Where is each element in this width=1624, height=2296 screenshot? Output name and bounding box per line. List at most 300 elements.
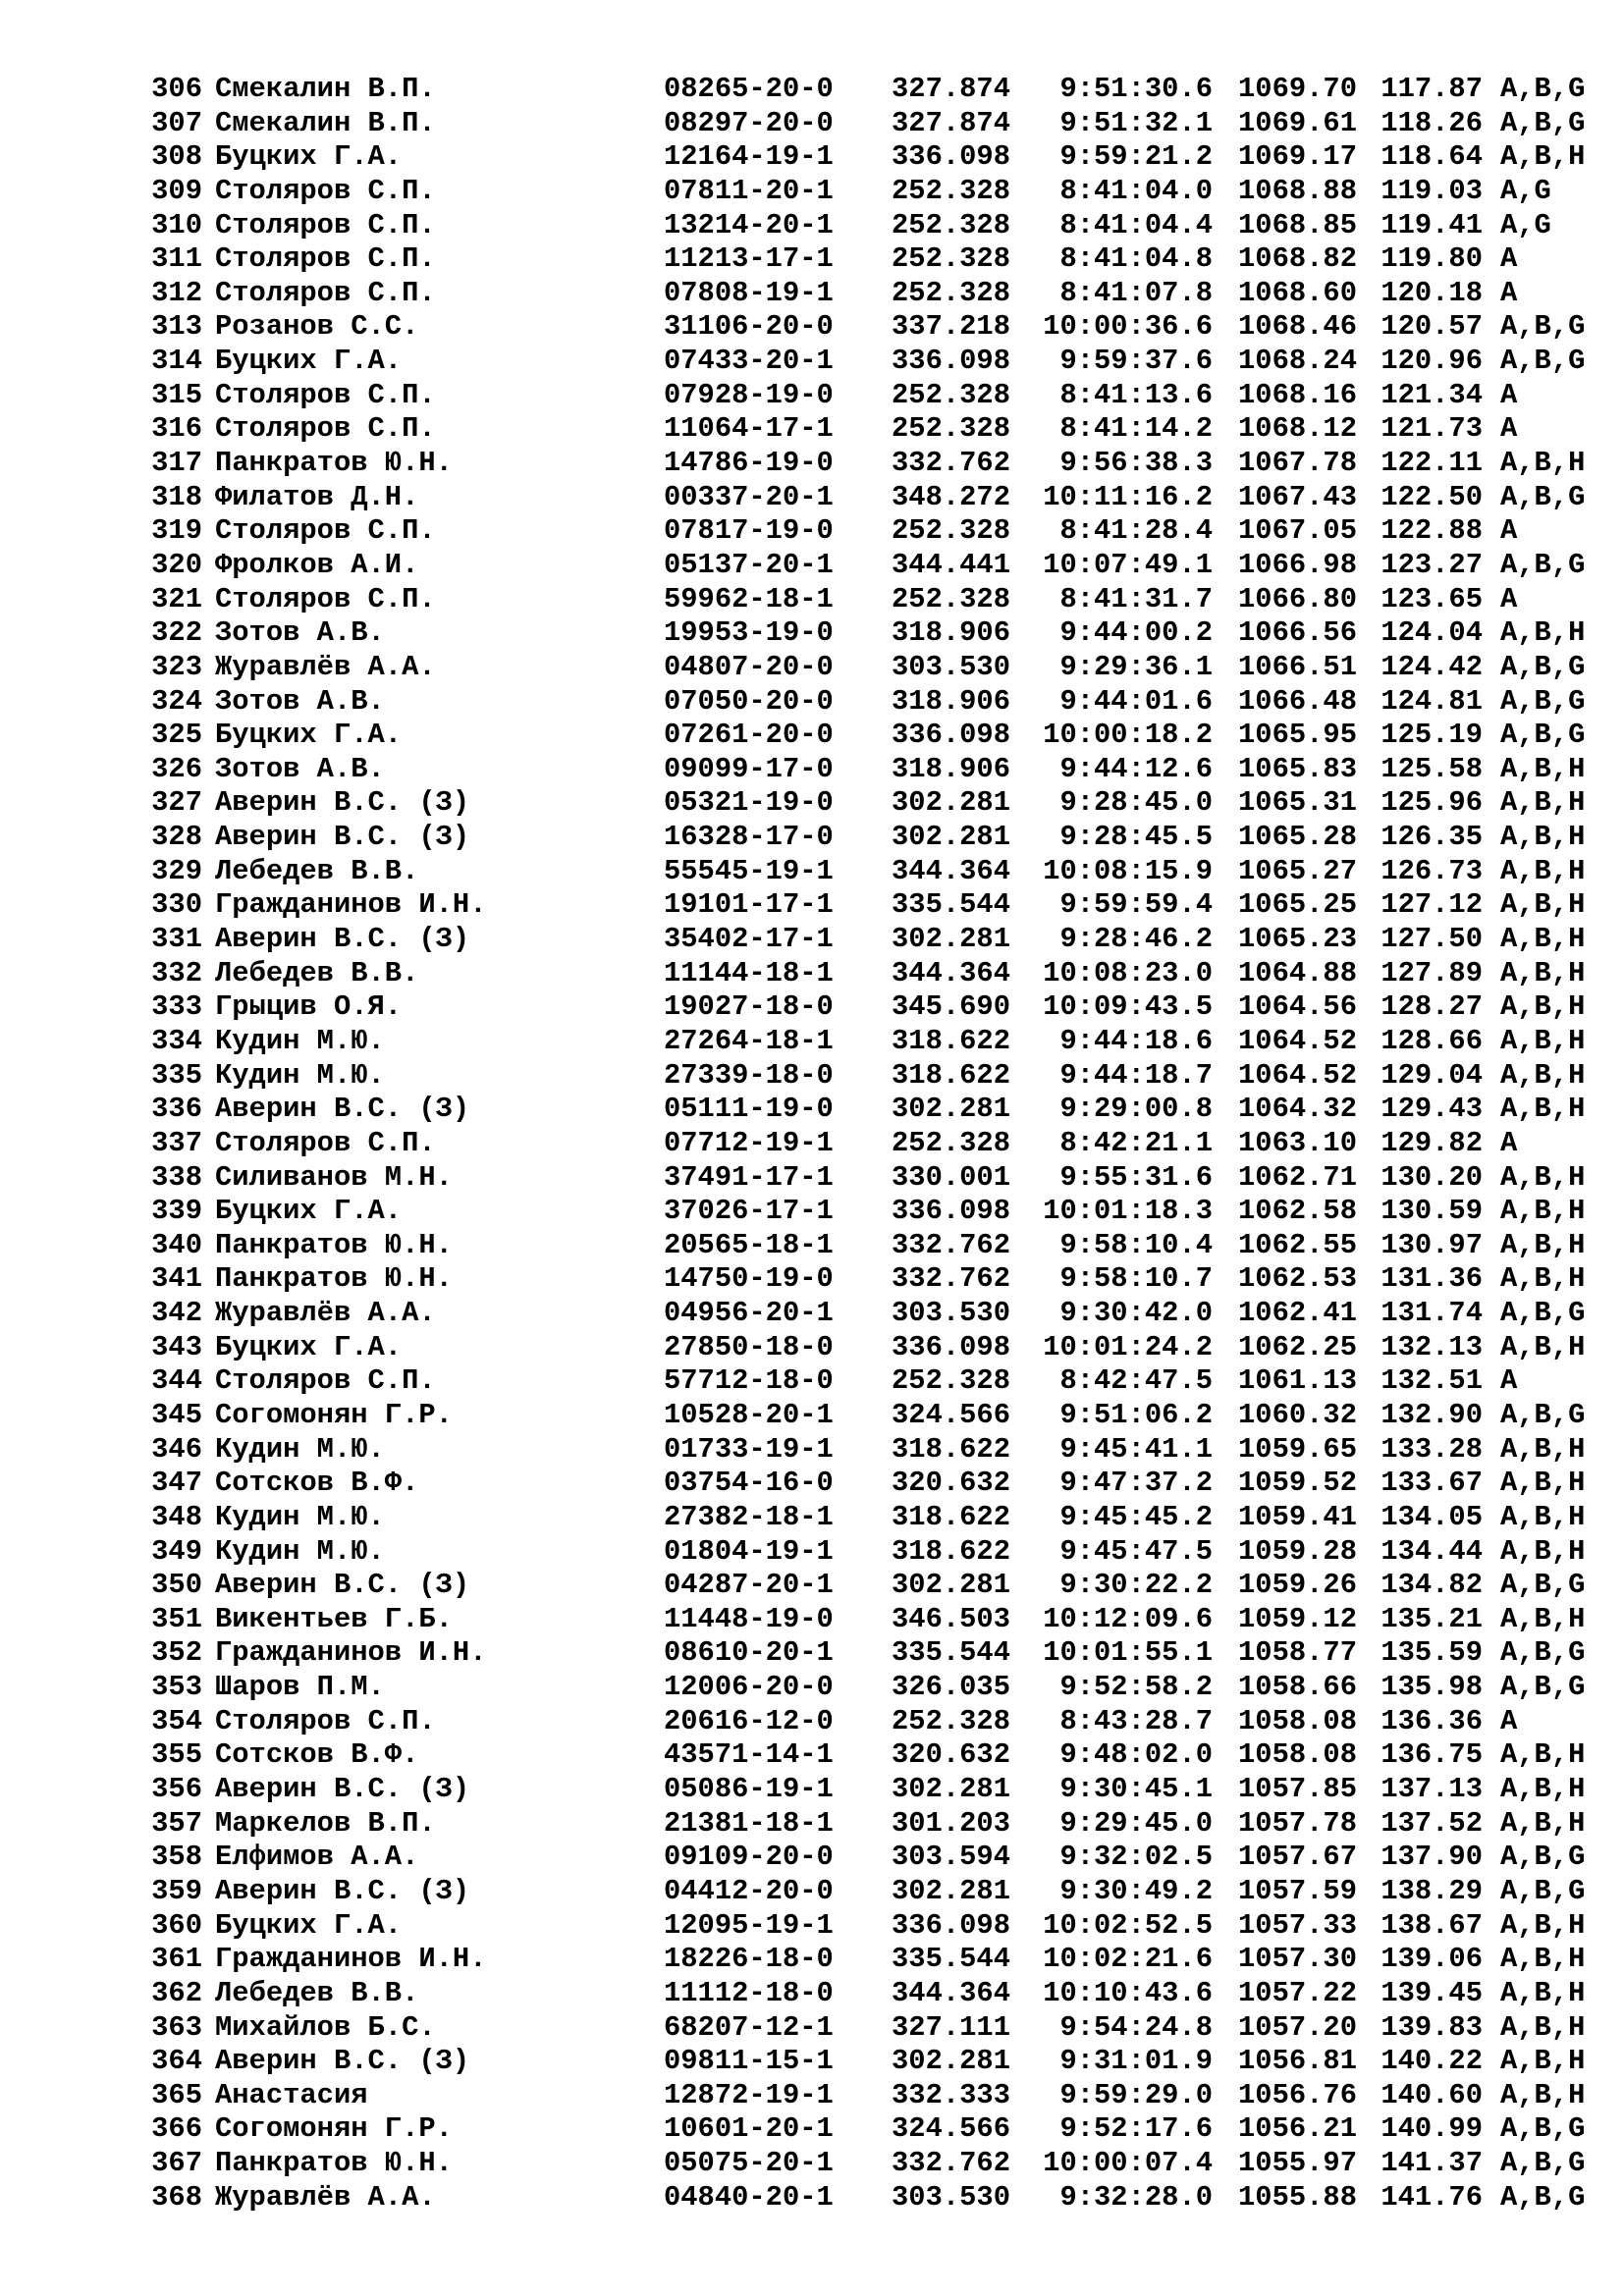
result-row xyxy=(143,1773,1620,1807)
speed: 1057.85 xyxy=(1238,1773,1357,1806)
result-row xyxy=(143,1501,1620,1535)
result-row xyxy=(143,209,1620,243)
coefficient: 139.45 xyxy=(1380,1976,1483,2009)
place-number: 365 xyxy=(151,2078,202,2111)
competition-categories: A,B,G xyxy=(1500,1297,1586,1330)
fancier-name: Силиванов М.Н. xyxy=(215,1160,453,1194)
ring-number: 20565-18-1 xyxy=(664,1228,834,1261)
result-row xyxy=(143,2045,1620,2079)
fancier-name: Лебедев В.В. xyxy=(215,854,419,887)
distance: 318.906 xyxy=(892,616,1010,650)
fancier-name: Столяров С.П. xyxy=(215,582,436,615)
coefficient: 136.36 xyxy=(1380,1704,1483,1737)
fancier-name: Анастасия xyxy=(215,2078,368,2111)
speed: 1056.81 xyxy=(1238,2045,1357,2078)
coefficient: 125.19 xyxy=(1380,719,1483,752)
distance: 303.530 xyxy=(892,1297,1010,1330)
arrival-time: 8:41:07.8 xyxy=(1059,276,1213,309)
result-row xyxy=(143,1025,1620,1059)
speed: 1059.26 xyxy=(1238,1569,1357,1602)
competition-categories: A,B,H xyxy=(1500,1432,1586,1466)
result-row xyxy=(143,888,1620,923)
arrival-time: 9:48:02.0 xyxy=(1059,1738,1213,1772)
arrival-time: 9:30:42.0 xyxy=(1059,1297,1213,1330)
speed: 1058.08 xyxy=(1238,1704,1357,1737)
place-number: 341 xyxy=(151,1262,202,1296)
distance: 336.098 xyxy=(892,140,1010,174)
result-row xyxy=(143,855,1620,889)
fancier-name: Буцких Г.А. xyxy=(215,140,403,174)
coefficient: 138.29 xyxy=(1380,1874,1483,1907)
arrival-time: 9:29:36.1 xyxy=(1059,650,1213,683)
distance: 332.762 xyxy=(892,1228,1010,1261)
competition-categories: A,B,G xyxy=(1500,684,1586,718)
place-number: 308 xyxy=(151,140,202,174)
competition-categories: A,B,H xyxy=(1500,888,1586,922)
competition-categories: A,B,H xyxy=(1500,1195,1586,1228)
coefficient: 118.26 xyxy=(1380,106,1483,139)
coefficient: 130.20 xyxy=(1380,1160,1483,1194)
result-row xyxy=(143,175,1620,209)
arrival-time: 10:01:24.2 xyxy=(1043,1330,1213,1363)
ring-number: 68207-12-1 xyxy=(664,2010,834,2044)
distance: 302.281 xyxy=(892,1773,1010,1806)
ring-number: 08610-20-1 xyxy=(664,1636,834,1670)
arrival-time: 9:28:45.5 xyxy=(1059,821,1213,854)
result-row xyxy=(143,957,1620,991)
arrival-time: 8:41:04.0 xyxy=(1059,174,1213,207)
ring-number: 07050-20-0 xyxy=(664,684,834,718)
result-row xyxy=(143,651,1620,685)
competition-categories: A xyxy=(1500,412,1518,446)
distance: 335.544 xyxy=(892,888,1010,922)
distance: 337.218 xyxy=(892,310,1010,344)
place-number: 363 xyxy=(151,2010,202,2044)
fancier-name: Буцких Г.А. xyxy=(215,1195,403,1228)
fancier-name: Елфимов А.А. xyxy=(215,1841,419,1874)
distance: 318.622 xyxy=(892,1024,1010,1057)
speed: 1058.08 xyxy=(1238,1738,1357,1772)
competition-categories: A,B,G xyxy=(1500,1841,1586,1874)
ring-number: 04412-20-0 xyxy=(664,1874,834,1907)
ring-number: 21381-18-1 xyxy=(664,1806,834,1840)
coefficient: 123.65 xyxy=(1380,582,1483,615)
ring-number: 05086-19-1 xyxy=(664,1773,834,1806)
distance: 303.530 xyxy=(892,650,1010,683)
result-row xyxy=(143,1738,1620,1773)
arrival-time: 9:32:28.0 xyxy=(1059,2180,1213,2214)
competition-categories: A,B,H xyxy=(1500,447,1586,480)
result-row xyxy=(143,1467,1620,1501)
competition-categories: A xyxy=(1500,276,1518,309)
place-number: 353 xyxy=(151,1671,202,1704)
coefficient: 132.13 xyxy=(1380,1330,1483,1363)
result-row xyxy=(143,1364,1620,1399)
fancier-name: Гражданинов И.Н. xyxy=(215,888,487,922)
distance: 302.281 xyxy=(892,1093,1010,1126)
result-row xyxy=(143,1093,1620,1127)
result-row xyxy=(143,447,1620,481)
fancier-name: Зотов А.В. xyxy=(215,684,385,718)
ring-number: 27339-18-0 xyxy=(664,1058,834,1092)
fancier-name: Аверин В.С. (З) xyxy=(215,1093,470,1126)
speed: 1062.71 xyxy=(1238,1160,1357,1194)
competition-categories: A,B,H xyxy=(1500,854,1586,887)
result-row xyxy=(143,786,1620,821)
place-number: 335 xyxy=(151,1058,202,1092)
result-row xyxy=(143,1297,1620,1331)
results-list xyxy=(143,73,1620,2215)
ring-number: 05075-20-1 xyxy=(664,2147,834,2180)
fancier-name: Столяров С.П. xyxy=(215,514,436,548)
coefficient: 132.90 xyxy=(1380,1398,1483,1431)
result-row xyxy=(143,1433,1620,1468)
competition-categories: A,B,H xyxy=(1500,786,1586,820)
competition-categories: A,B,G xyxy=(1500,1874,1586,1907)
ring-number: 14750-19-0 xyxy=(664,1262,834,1296)
fancier-name: Согомонян Г.Р. xyxy=(215,2112,453,2146)
speed: 1064.88 xyxy=(1238,956,1357,989)
ring-number: 09099-17-0 xyxy=(664,752,834,785)
fancier-name: Кудин М.Ю. xyxy=(215,1534,385,1568)
place-number: 327 xyxy=(151,786,202,820)
arrival-time: 9:59:29.0 xyxy=(1059,2078,1213,2111)
arrival-time: 8:41:28.4 xyxy=(1059,514,1213,548)
arrival-time: 8:41:14.2 xyxy=(1059,412,1213,446)
arrival-time: 9:59:21.2 xyxy=(1059,140,1213,174)
competition-categories: A,B,H xyxy=(1500,1330,1586,1363)
coefficient: 134.82 xyxy=(1380,1569,1483,1602)
fancier-name: Маркелов В.П. xyxy=(215,1806,436,1840)
result-row xyxy=(143,1875,1620,1909)
arrival-time: 9:51:06.2 xyxy=(1059,1398,1213,1431)
speed: 1068.82 xyxy=(1238,242,1357,276)
coefficient: 120.18 xyxy=(1380,276,1483,309)
ring-number: 04840-20-1 xyxy=(664,2180,834,2214)
place-number: 348 xyxy=(151,1500,202,1533)
arrival-time: 9:29:45.0 xyxy=(1059,1806,1213,1840)
fancier-name: Кудин М.Ю. xyxy=(215,1500,385,1533)
competition-categories: A,B,H xyxy=(1500,1602,1586,1635)
coefficient: 140.99 xyxy=(1380,2112,1483,2146)
place-number: 337 xyxy=(151,1126,202,1159)
distance: 344.441 xyxy=(892,548,1010,581)
distance: 344.364 xyxy=(892,956,1010,989)
fancier-name: Аверин В.С. (З) xyxy=(215,821,470,854)
competition-categories: A,B,G xyxy=(1500,650,1586,683)
competition-categories: A,G xyxy=(1500,174,1551,207)
speed: 1056.76 xyxy=(1238,2078,1357,2111)
result-row xyxy=(143,2011,1620,2046)
distance: 320.632 xyxy=(892,1467,1010,1500)
competition-categories: A,B,H xyxy=(1500,990,1586,1024)
distance: 345.690 xyxy=(892,990,1010,1024)
place-number: 325 xyxy=(151,719,202,752)
place-number: 360 xyxy=(151,1908,202,1942)
result-row xyxy=(143,1262,1620,1297)
ring-number: 00337-20-1 xyxy=(664,480,834,513)
result-row xyxy=(143,719,1620,753)
arrival-time: 9:32:02.5 xyxy=(1059,1841,1213,1874)
distance: 332.762 xyxy=(892,1262,1010,1296)
result-row xyxy=(143,2079,1620,2113)
distance: 335.544 xyxy=(892,1636,1010,1670)
coefficient: 134.05 xyxy=(1380,1500,1483,1533)
competition-categories: A xyxy=(1500,1364,1518,1398)
coefficient: 121.73 xyxy=(1380,412,1483,446)
competition-categories: A,B,H xyxy=(1500,1738,1586,1772)
speed: 1067.05 xyxy=(1238,514,1357,548)
competition-categories: A,B,H xyxy=(1500,2045,1586,2078)
ring-number: 07811-20-1 xyxy=(664,174,834,207)
speed: 1069.70 xyxy=(1238,73,1357,105)
fancier-name: Столяров С.П. xyxy=(215,1126,436,1159)
place-number: 346 xyxy=(151,1432,202,1466)
place-number: 331 xyxy=(151,923,202,956)
place-number: 361 xyxy=(151,1943,202,1976)
distance: 252.328 xyxy=(892,174,1010,207)
place-number: 324 xyxy=(151,684,202,718)
coefficient: 130.59 xyxy=(1380,1195,1483,1228)
coefficient: 122.11 xyxy=(1380,447,1483,480)
speed: 1057.30 xyxy=(1238,1943,1357,1976)
competition-categories: A,B,H xyxy=(1500,821,1586,854)
result-row xyxy=(143,990,1620,1025)
place-number: 338 xyxy=(151,1160,202,1194)
distance: 336.098 xyxy=(892,345,1010,378)
place-number: 350 xyxy=(151,1569,202,1602)
arrival-time: 9:28:45.0 xyxy=(1059,786,1213,820)
coefficient: 127.89 xyxy=(1380,956,1483,989)
ring-number: 59962-18-1 xyxy=(664,582,834,615)
coefficient: 124.42 xyxy=(1380,650,1483,683)
place-number: 336 xyxy=(151,1093,202,1126)
fancier-name: Столяров С.П. xyxy=(215,276,436,309)
place-number: 342 xyxy=(151,1297,202,1330)
fancier-name: Смекалин В.П. xyxy=(215,73,436,105)
coefficient: 128.66 xyxy=(1380,1024,1483,1057)
speed: 1064.52 xyxy=(1238,1058,1357,1092)
competition-categories: A,B,G xyxy=(1500,1398,1586,1431)
distance: 252.328 xyxy=(892,1704,1010,1737)
place-number: 358 xyxy=(151,1841,202,1874)
fancier-name: Лебедев В.В. xyxy=(215,956,419,989)
speed: 1065.27 xyxy=(1238,854,1357,887)
result-row xyxy=(143,107,1620,141)
distance: 336.098 xyxy=(892,1195,1010,1228)
arrival-time: 10:00:07.4 xyxy=(1043,2147,1213,2180)
distance: 346.503 xyxy=(892,1602,1010,1635)
ring-number: 19101-17-1 xyxy=(664,888,834,922)
place-number: 316 xyxy=(151,412,202,446)
ring-number: 11144-18-1 xyxy=(664,956,834,989)
speed: 1059.28 xyxy=(1238,1534,1357,1568)
result-row xyxy=(143,73,1620,107)
speed: 1059.65 xyxy=(1238,1432,1357,1466)
distance: 252.328 xyxy=(892,208,1010,241)
arrival-time: 9:51:30.6 xyxy=(1059,73,1213,105)
distance: 332.762 xyxy=(892,2147,1010,2180)
coefficient: 127.50 xyxy=(1380,923,1483,956)
result-row xyxy=(143,1229,1620,1263)
ring-number: 01804-19-1 xyxy=(664,1534,834,1568)
arrival-time: 9:54:24.8 xyxy=(1059,2010,1213,2044)
ring-number: 05321-19-0 xyxy=(664,786,834,820)
arrival-time: 10:08:15.9 xyxy=(1043,854,1213,887)
place-number: 311 xyxy=(151,242,202,276)
ring-number: 12872-19-1 xyxy=(664,2078,834,2111)
ring-number: 37491-17-1 xyxy=(664,1160,834,1194)
fancier-name: Буцких Г.А. xyxy=(215,719,403,752)
distance: 320.632 xyxy=(892,1738,1010,1772)
coefficient: 124.81 xyxy=(1380,684,1483,718)
coefficient: 132.51 xyxy=(1380,1364,1483,1398)
result-row xyxy=(143,1127,1620,1161)
speed: 1057.78 xyxy=(1238,1806,1357,1840)
distance: 252.328 xyxy=(892,242,1010,276)
speed: 1064.32 xyxy=(1238,1093,1357,1126)
coefficient: 137.52 xyxy=(1380,1806,1483,1840)
ring-number: 07712-19-1 xyxy=(664,1126,834,1159)
ring-number: 07808-19-1 xyxy=(664,276,834,309)
arrival-time: 10:12:09.6 xyxy=(1043,1602,1213,1635)
competition-categories: A,B,G xyxy=(1500,480,1586,513)
result-row xyxy=(143,2181,1620,2216)
place-number: 351 xyxy=(151,1602,202,1635)
distance: 344.364 xyxy=(892,854,1010,887)
competition-categories: A,B,H xyxy=(1500,1093,1586,1126)
arrival-time: 10:08:23.0 xyxy=(1043,956,1213,989)
fancier-name: Шаров П.М. xyxy=(215,1671,385,1704)
arrival-time: 9:30:49.2 xyxy=(1059,1874,1213,1907)
ring-number: 31106-20-0 xyxy=(664,310,834,344)
competition-categories: A,B,H xyxy=(1500,616,1586,650)
competition-categories: A,B,H xyxy=(1500,1024,1586,1057)
arrival-time: 10:02:21.6 xyxy=(1043,1943,1213,1976)
competition-categories: A,B,H xyxy=(1500,1773,1586,1806)
arrival-time: 8:42:47.5 xyxy=(1059,1364,1213,1398)
fancier-name: Аверин В.С. (З) xyxy=(215,1773,470,1806)
fancier-name: Кудин М.Ю. xyxy=(215,1058,385,1092)
place-number: 321 xyxy=(151,582,202,615)
coefficient: 117.87 xyxy=(1380,73,1483,105)
ring-number: 04956-20-1 xyxy=(664,1297,834,1330)
ring-number: 19953-19-0 xyxy=(664,616,834,650)
speed: 1066.80 xyxy=(1238,582,1357,615)
distance: 252.328 xyxy=(892,412,1010,446)
ring-number: 27264-18-1 xyxy=(664,1024,834,1057)
result-row xyxy=(143,1059,1620,1094)
fancier-name: Буцких Г.А. xyxy=(215,1908,403,1942)
fancier-name: Столяров С.П. xyxy=(215,242,436,276)
coefficient: 125.96 xyxy=(1380,786,1483,820)
coefficient: 141.37 xyxy=(1380,2147,1483,2180)
competition-categories: A,B,H xyxy=(1500,1534,1586,1568)
competition-categories: A,B,G xyxy=(1500,345,1586,378)
ring-number: 07928-19-0 xyxy=(664,378,834,411)
competition-categories: A,B,G xyxy=(1500,310,1586,344)
result-row xyxy=(143,1705,1620,1739)
ring-number: 12006-20-0 xyxy=(664,1671,834,1704)
competition-categories: A,B,H xyxy=(1500,140,1586,174)
coefficient: 135.21 xyxy=(1380,1602,1483,1635)
fancier-name: Филатов Д.Н. xyxy=(215,480,419,513)
coefficient: 119.80 xyxy=(1380,242,1483,276)
distance: 332.762 xyxy=(892,447,1010,480)
distance: 252.328 xyxy=(892,378,1010,411)
arrival-time: 10:00:36.6 xyxy=(1043,310,1213,344)
distance: 330.001 xyxy=(892,1160,1010,1194)
competition-categories: A xyxy=(1500,378,1518,411)
result-row xyxy=(143,345,1620,379)
place-number: 323 xyxy=(151,650,202,683)
fancier-name: Столяров С.П. xyxy=(215,208,436,241)
distance: 335.544 xyxy=(892,1943,1010,1976)
speed: 1057.67 xyxy=(1238,1841,1357,1874)
fancier-name: Буцких Г.А. xyxy=(215,345,403,378)
distance: 324.566 xyxy=(892,2112,1010,2146)
result-row xyxy=(143,923,1620,957)
arrival-time: 10:02:52.5 xyxy=(1043,1908,1213,1942)
place-number: 309 xyxy=(151,174,202,207)
fancier-name: Викентьев Г.Б. xyxy=(215,1602,453,1635)
place-number: 364 xyxy=(151,2045,202,2078)
competition-categories: A,B,G xyxy=(1500,1569,1586,1602)
speed: 1064.52 xyxy=(1238,1024,1357,1057)
speed: 1065.83 xyxy=(1238,752,1357,785)
ring-number: 27850-18-0 xyxy=(664,1330,834,1363)
arrival-time: 9:44:01.6 xyxy=(1059,684,1213,718)
coefficient: 137.13 xyxy=(1380,1773,1483,1806)
competition-categories: A xyxy=(1500,514,1518,548)
ring-number: 43571-14-1 xyxy=(664,1738,834,1772)
fancier-name: Гражданинов И.Н. xyxy=(215,1636,487,1670)
coefficient: 130.97 xyxy=(1380,1228,1483,1261)
competition-categories: A,B,H xyxy=(1500,1228,1586,1261)
distance: 318.622 xyxy=(892,1500,1010,1533)
fancier-name: Панкратов Ю.Н. xyxy=(215,1228,453,1261)
ring-number: 57712-18-0 xyxy=(664,1364,834,1398)
speed: 1056.21 xyxy=(1238,2112,1357,2146)
arrival-time: 9:52:17.6 xyxy=(1059,2112,1213,2146)
fancier-name: Смекалин В.П. xyxy=(215,106,436,139)
arrival-time: 9:56:38.3 xyxy=(1059,447,1213,480)
ring-number: 11112-18-0 xyxy=(664,1976,834,2009)
coefficient: 134.44 xyxy=(1380,1534,1483,1568)
ring-number: 04287-20-1 xyxy=(664,1569,834,1602)
speed: 1062.41 xyxy=(1238,1297,1357,1330)
competition-categories: A,B,G xyxy=(1500,73,1586,105)
distance: 252.328 xyxy=(892,514,1010,548)
ring-number: 07261-20-0 xyxy=(664,719,834,752)
place-number: 340 xyxy=(151,1228,202,1261)
result-row xyxy=(143,753,1620,787)
arrival-time: 10:00:18.2 xyxy=(1043,719,1213,752)
arrival-time: 8:42:21.1 xyxy=(1059,1126,1213,1159)
fancier-name: Столяров С.П. xyxy=(215,1704,436,1737)
place-number: 362 xyxy=(151,1976,202,2009)
distance: 318.906 xyxy=(892,684,1010,718)
coefficient: 124.04 xyxy=(1380,616,1483,650)
competition-categories: A,B,H xyxy=(1500,1943,1586,1976)
competition-categories: A,B,H xyxy=(1500,1262,1586,1296)
ring-number: 14786-19-0 xyxy=(664,447,834,480)
distance: 302.281 xyxy=(892,786,1010,820)
result-row xyxy=(143,549,1620,583)
speed: 1062.58 xyxy=(1238,1195,1357,1228)
place-number: 366 xyxy=(151,2112,202,2146)
distance: 252.328 xyxy=(892,276,1010,309)
